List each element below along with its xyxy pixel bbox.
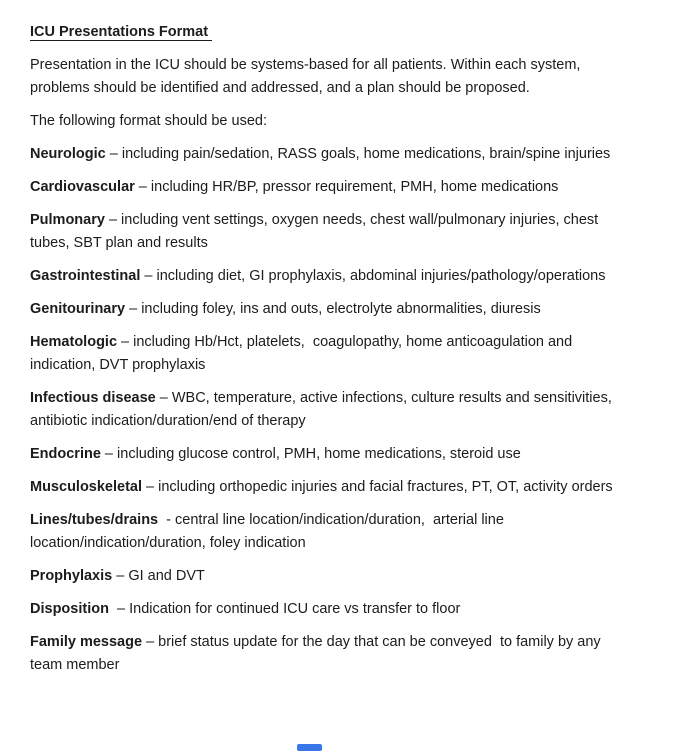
section-term: Hematologic	[30, 334, 118, 350]
sections-list	[30, 143, 627, 677]
section-term: Disposition	[30, 601, 109, 617]
section-term: Prophylaxis	[30, 568, 113, 584]
section-item	[30, 143, 627, 166]
section-description: – including vent settings, oxygen needs, chest wall/pulmonary injuries, chest tubes, SBT plan and results	[30, 212, 599, 251]
format-lead: The following format should be used:	[30, 113, 267, 129]
section-description: – including Hb/Hct, platelets, coagulopathy, home anticoagulation and indication, DVT prophylaxis	[30, 334, 573, 373]
section-description: – including diet, GI prophylaxis, abdominal injuries/pathology/operations	[140, 268, 606, 284]
section-term: Family message	[30, 634, 143, 650]
bottom-blue-indicator	[297, 744, 322, 751]
section-description: – including foley, ins and outs, electrolyte abnormalities, diuresis	[125, 301, 541, 317]
section-item	[30, 443, 627, 466]
section-term: Neurologic	[30, 146, 106, 162]
section-term: Infectious disease	[30, 390, 156, 406]
section-item	[30, 331, 627, 377]
section-description: – including pain/sedation, RASS goals, home medications, brain/spine injuries	[105, 146, 611, 162]
section-term: Pulmonary	[30, 212, 105, 228]
section-item	[30, 476, 627, 499]
section-description: – GI and DVT	[112, 568, 205, 584]
document-title-text: ICU Presentations Format	[30, 24, 212, 41]
section-description: – including HR/BP, pressor requirement, PMH, home medications	[134, 179, 559, 195]
section-term: Endocrine	[30, 446, 101, 462]
document-title	[30, 21, 627, 44]
section-description: – including orthopedic injuries and facial fractures, PT, OT, activity orders	[142, 479, 613, 495]
section-item	[30, 598, 627, 621]
section-item	[30, 265, 627, 288]
section-item	[30, 565, 627, 588]
section-term: Genitourinary	[30, 301, 126, 317]
section-item	[30, 631, 627, 677]
section-term: Cardiovascular	[30, 179, 135, 195]
section-item	[30, 209, 627, 255]
section-description: – including glucose control, PMH, home medications, steroid use	[100, 446, 521, 462]
document-content	[30, 21, 627, 677]
section-description: - central line location/indication/duration, arterial line location/indication/duration, foley indication	[30, 512, 504, 551]
intro-paragraph: Presentation in the ICU should be systems-based for all patients. Within each system, problems should be identified and addressed, and a plan should be proposed.	[30, 57, 581, 96]
section-description: – Indication for continued ICU care vs transfer to floor	[108, 601, 461, 617]
section-item	[30, 298, 627, 321]
section-item	[30, 176, 627, 199]
section-term: Gastrointestinal	[30, 268, 141, 284]
section-term: Musculoskeletal	[30, 479, 143, 495]
section-term: Lines/tubes/drains	[30, 512, 159, 528]
section-description: – brief status update for the day that can be conveyed to family by any team member	[30, 634, 601, 673]
section-description: – WBC, temperature, active infections, culture results and sensitivities, antibiotic indication/duration/end of therapy	[30, 390, 612, 429]
section-item	[30, 509, 627, 555]
section-item	[30, 387, 627, 433]
